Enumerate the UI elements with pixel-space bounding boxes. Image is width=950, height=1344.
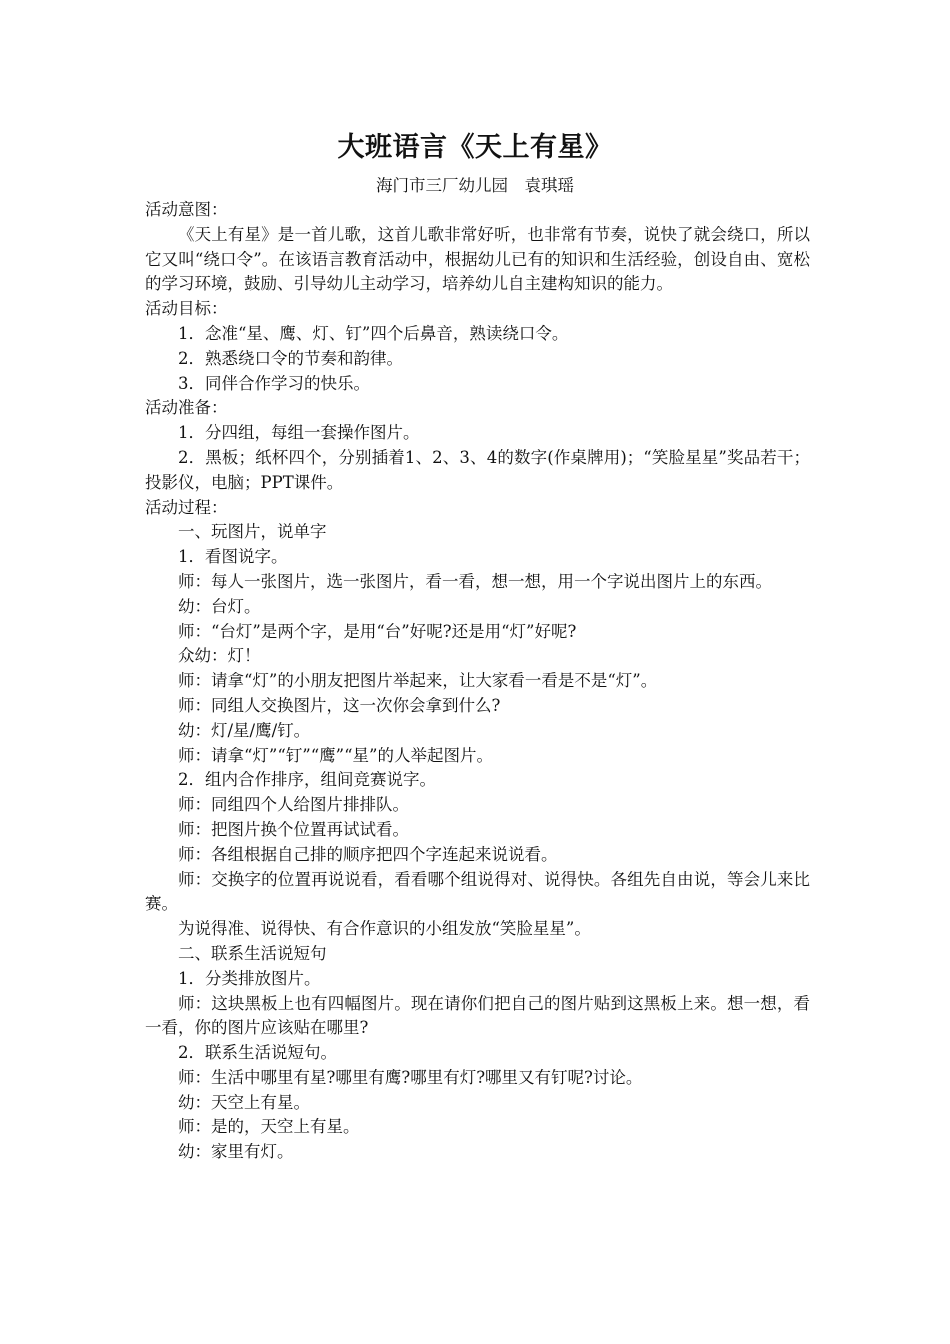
paragraph: 师：同组人交换图片，这一次你会拿到什么? xyxy=(178,695,501,715)
paragraph: 活动过程： xyxy=(145,497,228,517)
paragraph: 2．组内合作排序，组间竞赛说字。 xyxy=(178,770,436,790)
paragraph: 众幼：灯！ xyxy=(178,646,261,666)
paragraph: 二、联系生活说短句 xyxy=(178,943,327,963)
paragraph: 1．分类排放图片。 xyxy=(178,968,321,988)
document-title: 大班语言《天上有星》 xyxy=(337,132,613,163)
paragraph: 为说得准、说得快、有合作意识的小组发放“笑脸星星”。 xyxy=(178,919,591,939)
paragraph: 1．看图说字。 xyxy=(178,547,288,567)
paragraph: 幼：台灯。 xyxy=(178,596,261,616)
paragraph: 师：各组根据自己排的顺序把四个字连起来说说看。 xyxy=(178,844,558,864)
paragraph: 活动意图： xyxy=(145,200,228,219)
paragraph: 师：把图片换个位置再试试看。 xyxy=(178,819,409,839)
paragraph: 师：交换字的位置再说说看，看看哪个组说得对、说得快。各组先自由说，等会儿来比赛。 xyxy=(145,869,810,914)
paragraph: 《天上有星》是一首儿歌，这首儿歌非常好听，也非常有节奏，说快了就会绕口，所以它又叫“绕口令”。在该语言教育活动中，根据幼儿已有的知识和生活经验，创设自由、宽松的学习环境，鼓励、引导幼儿主动学习，培养幼儿自主建构知识的能力。 xyxy=(145,224,810,294)
paragraph: 师：同组四个人给图片排排队。 xyxy=(178,795,409,815)
paragraph: 一、玩图片，说单字 xyxy=(178,522,327,542)
document-author: 海门市三厂幼儿园 袁琪瑶 xyxy=(376,176,574,195)
paragraph: 2．熟悉绕口令的节奏和韵律。 xyxy=(178,348,403,368)
paragraph: 师：这块黑板上也有四幅图片。现在请你们把自己的图片贴到这黑板上来。想一想，看一看，你的图片应该贴在哪里? xyxy=(145,993,810,1038)
paragraph: 活动目标： xyxy=(145,299,228,319)
paragraph: 2．黑板；纸杯四个，分别插着1、2、3、4的数字(作桌牌用)；“笑脸星星”奖品若干；投影仪，电脑；PPT课件。 xyxy=(145,447,810,492)
paragraph: 幼：天空上有星。 xyxy=(178,1092,310,1112)
paragraph: 幼：灯/星/鹰/钉。 xyxy=(178,720,311,740)
paragraph: 师：是的，天空上有星。 xyxy=(178,1117,360,1137)
paragraph: 师：请拿“灯”“钉”“鹰”“星”的人举起图片。 xyxy=(178,745,493,765)
paragraph: 活动准备： xyxy=(145,398,228,418)
paragraph: 师：请拿“灯”的小朋友把图片举起来，让大家看一看是不是“灯”。 xyxy=(178,671,658,691)
paragraph: 3．同伴合作学习的快乐。 xyxy=(178,373,370,393)
paragraph: 1．念准“星、鹰、灯、钉”四个后鼻音，熟读绕口令。 xyxy=(178,323,569,343)
document-body xyxy=(145,198,810,1165)
paragraph: 师：生活中哪里有星?哪里有鹰?哪里有灯?哪里又有钉呢?讨论。 xyxy=(178,1067,643,1087)
paragraph: 1．分四组，每组一套操作图片。 xyxy=(178,423,420,443)
paragraph: 2．联系生活说短句。 xyxy=(178,1043,337,1063)
paragraph: 师：“台灯”是两个字，是用“台”好呢?还是用“灯”好呢? xyxy=(178,621,577,641)
paragraph: 幼：家里有灯。 xyxy=(178,1142,294,1162)
paragraph: 师：每人一张图片，选一张图片，看一看，想一想，用一个字说出图片上的东西。 xyxy=(178,571,772,591)
